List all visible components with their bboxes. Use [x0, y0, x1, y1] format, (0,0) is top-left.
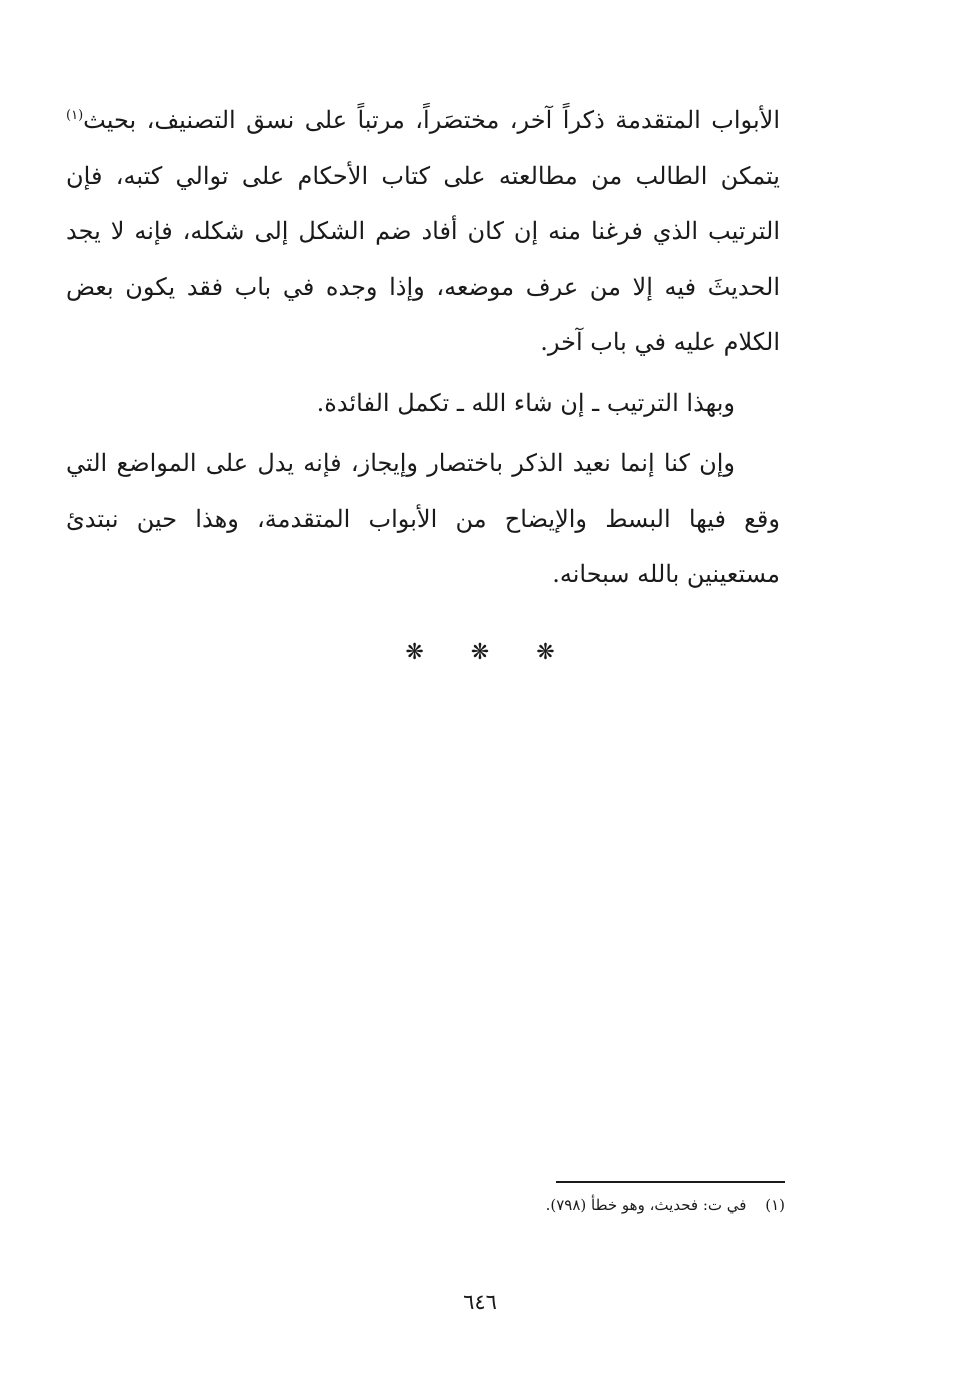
paragraph-3: وإن كنا إنما نعيد الذكر باختصار وإيجاز، فإنه يدل على المواضع التي وقع فيها البسط والإيضاح من الأبواب المتقدمة، وهذا حين نبتدئ مستعينين بالله سبحانه. — [66, 449, 780, 588]
paragraph-1 — [66, 93, 780, 371]
asterism-icon: ❋ — [470, 640, 490, 665]
main-text — [66, 93, 780, 603]
paragraph-1-text-continued: يتمكن الطالب من مطالعته على كتاب الأحكام على توالي كتبه، فإن الترتيب الذي فرغنا منه إن كان أفاد ضم الشكل إلى شكله، فإنه لا يجد الحديثَ فيه إلا من عرف موضعه، وإذا وجده في باب فقد يكون بعض الكلام عليه في باب آخر. — [66, 161, 780, 356]
footnote-reference[interactable]: (١) — [66, 108, 84, 123]
asterism-icon: ❋ — [405, 640, 424, 665]
page-number: ٦٤٦ — [463, 1290, 497, 1314]
paragraph-1-text: الأبواب المتقدمة ذكراً آخر، مختصَراً، مرتباً على نسق التصنيف، بحيث — [83, 106, 780, 134]
footnote-number: (١) — [765, 1196, 785, 1214]
asterism-icon: ❋ — [536, 640, 555, 665]
footnote-divider — [556, 1181, 785, 1183]
footnote-text: في ت: فحديث، وهو خطأ (٧٩٨). — [545, 1196, 747, 1214]
footnote — [420, 1193, 785, 1217]
section-separator — [0, 640, 960, 665]
paragraph-2: وبهذا الترتيب ـ إن شاء الله ـ تكمل الفائدة. — [316, 388, 735, 417]
